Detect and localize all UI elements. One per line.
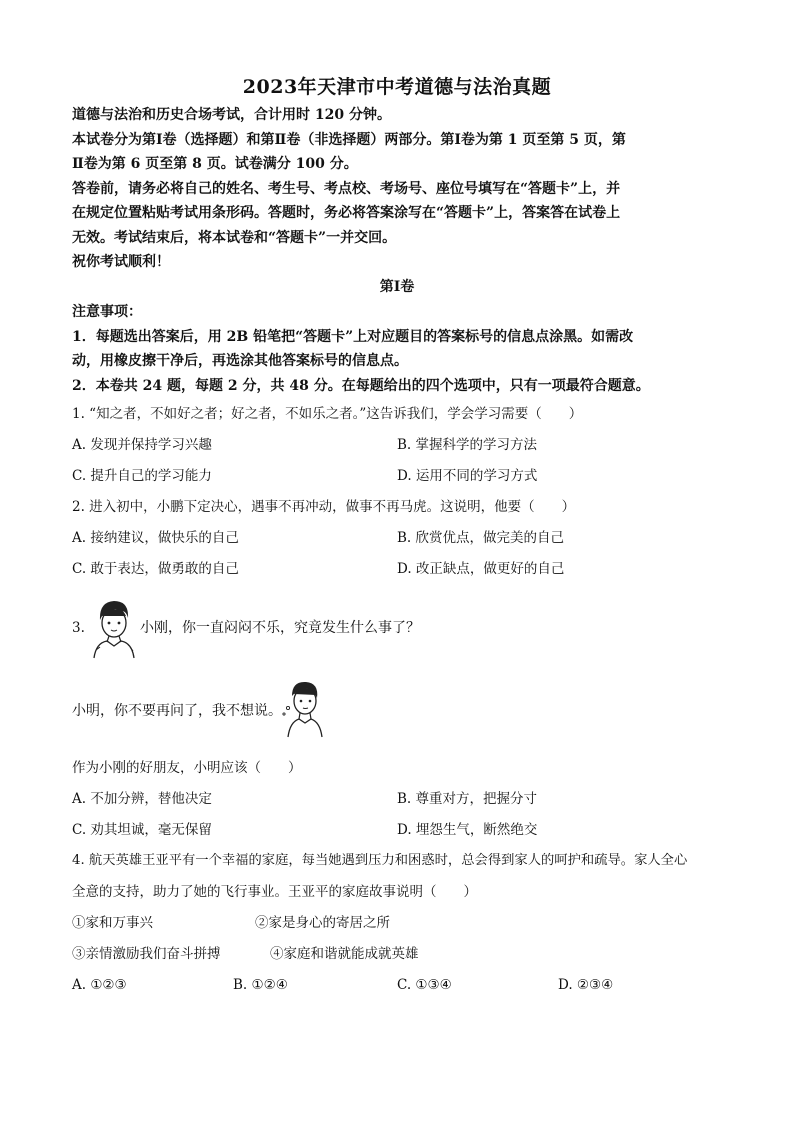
question-2-option-a: A. 接纳建议，做快乐的自己 — [72, 530, 239, 546]
question-3-option-b: B. 尊重对方，把握分寸 — [397, 791, 538, 807]
instruction-line: 本试卷分为第Ⅰ卷（选择题）和第Ⅱ卷（非选择题）两部分。第Ⅰ卷为第 1 页至第 5 页，第 — [72, 131, 626, 148]
question-3-number: 3. — [72, 620, 85, 636]
question-2-option-d: D. 改正缺点，做更好的自己 — [397, 561, 565, 577]
part-title: 第Ⅰ卷 — [379, 279, 415, 295]
question-2-option-b: B. 欣赏优点，做完美的自己 — [397, 530, 565, 546]
question-3-option-a: A. 不加分辨，替他决定 — [72, 791, 212, 807]
question-4-statement-1: ①家和万事兴 — [72, 915, 153, 931]
instruction-line: 在规定位置粘贴考试用条形码。答题时，务必将答案涂写在“答题卡”上，答案答在试卷上 — [72, 205, 621, 221]
question-1-option-c: C. 提升自己的学习能力 — [72, 468, 212, 484]
notes-section — [72, 300, 722, 398]
instruction-line: Ⅱ卷为第 6 页至第 8 页。试卷满分 100 分。 — [72, 156, 358, 172]
exam-title: 2023年天津市中考道德与法治真题 — [242, 76, 552, 98]
question-4-stem-line-1: 4. 航天英雄王亚平有一个幸福的家庭，每当她遇到压力和困惑时，总会得到家人的呵护和疏导。家人全心 — [72, 853, 688, 868]
question-1-option-a: A. 发现并保持学习兴趣 — [72, 437, 212, 453]
question-3-option-d: D. 埋怨生气，断然绝交 — [397, 822, 538, 838]
question-4-option-a: A. ①②③ — [72, 977, 127, 993]
question-3-speech-1: 小刚，你一直闷闷不乐，究竟发生什么事了？ — [140, 620, 420, 636]
question-4-option-d: D. ②③④ — [558, 977, 614, 993]
question-1-option-d: D. 运用不同的学习方式 — [397, 468, 538, 484]
question-4-stem-line-2: 全意的支持，助力了她的飞行事业。王亚平的家庭故事说明（ ） — [72, 884, 477, 900]
exam-instructions — [72, 103, 722, 275]
question-1-stem: 1. “知之者，不如好之者；好之者，不如乐之者。”这告诉我们，学会学习需要（ ） — [72, 406, 583, 422]
instruction-line: 祝你考试顺利！ — [72, 254, 170, 270]
instruction-line: 道德与法治和历史合场考试，合计用时 120 分钟。 — [72, 107, 391, 123]
boy-thinking-icon — [280, 676, 328, 738]
question-4-statement-2: ②家是身心的寄居之所 — [255, 915, 390, 931]
note-line: 1．每题选出答案后，用 2B 铅笔把“答题卡”上对应题目的答案标号的信息点涂黑。如需改 — [72, 328, 634, 345]
question-4-option-b: B. ①②④ — [233, 977, 288, 993]
boy-portrait-icon — [90, 596, 138, 660]
notes-heading: 注意事项： — [72, 304, 142, 320]
question-4-statement-4: ④家庭和谐就能成就英雄 — [270, 946, 419, 962]
question-4-statement-3: ③亲情激励我们奋斗拼搏 — [72, 946, 221, 962]
question-1-option-b: B. 掌握科学的学习方法 — [397, 437, 538, 453]
question-2-stem: 2. 进入初中，小鹏下定决心，遇事不再冲动，做事不再马虎。这说明，他要（ ） — [72, 499, 576, 515]
note-line: 2．本卷共 24 题，每题 2 分，共 48 分。在每题给出的四个选项中，只有一项最符合题意。 — [72, 377, 650, 394]
instruction-line: 无效。考试结束后，将本试卷和“答题卡”一并交回。 — [72, 229, 397, 246]
question-2-option-c: C. 敢于表达，做勇敢的自己 — [72, 561, 239, 577]
instruction-line: 答卷前，请务必将自己的姓名、考生号、考点校、考场号、座位号填写在“答题卡”上，并 — [72, 180, 621, 197]
question-3-speech-2: 小明，你不要再问了，我不想说。 — [72, 703, 282, 719]
question-4-option-c: C. ①③④ — [397, 977, 452, 993]
note-line: 动，用橡皮擦干净后，再选涂其他答案标号的信息点。 — [72, 353, 408, 369]
question-3-option-c: C. 劝其坦诚，毫无保留 — [72, 822, 212, 838]
question-3-stem: 作为小刚的好朋友，小明应该（ ） — [72, 760, 302, 776]
